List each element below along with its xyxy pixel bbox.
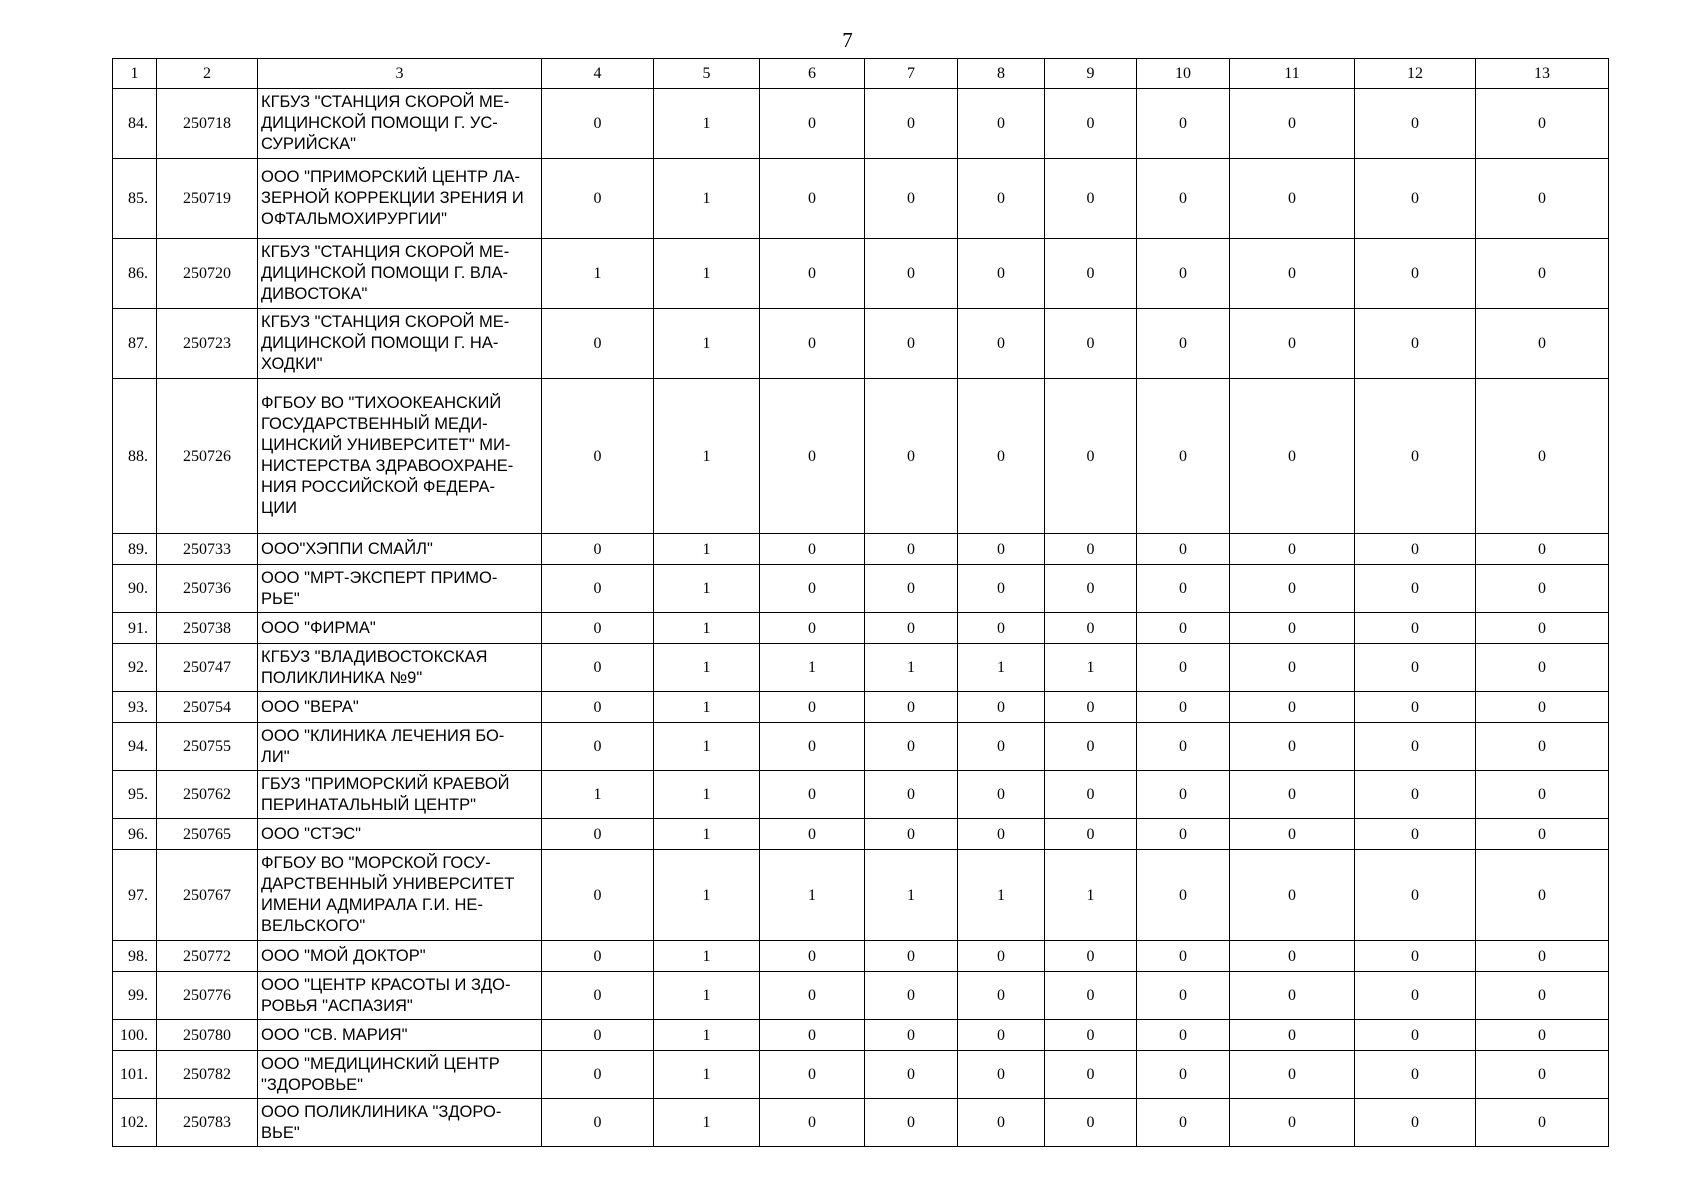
value-cell-col-4: 1 bbox=[542, 239, 654, 309]
value-cell-col-11: 0 bbox=[1230, 309, 1355, 379]
value-cell-col-4: 1 bbox=[542, 771, 654, 819]
value-cell-col-11: 0 bbox=[1230, 534, 1355, 565]
value-cell-col-6: 0 bbox=[760, 1099, 865, 1147]
value-cell-col-13: 0 bbox=[1476, 644, 1609, 692]
value-cell-col-9: 0 bbox=[1045, 692, 1137, 723]
org-code: 250718 bbox=[157, 89, 258, 159]
value-cell-col-12: 0 bbox=[1355, 1051, 1476, 1099]
value-cell-col-4: 0 bbox=[542, 309, 654, 379]
value-cell-col-13: 0 bbox=[1476, 534, 1609, 565]
org-code: 250767 bbox=[157, 850, 258, 941]
value-cell-col-8: 1 bbox=[958, 850, 1045, 941]
value-cell-col-6: 0 bbox=[760, 159, 865, 239]
value-cell-col-7: 0 bbox=[865, 534, 958, 565]
value-cell-col-5: 1 bbox=[654, 771, 760, 819]
row-number: 101. bbox=[113, 1051, 157, 1099]
value-cell-col-8: 0 bbox=[958, 309, 1045, 379]
value-cell-col-6: 0 bbox=[760, 1020, 865, 1051]
value-cell-col-9: 0 bbox=[1045, 565, 1137, 613]
table-row bbox=[113, 613, 1609, 644]
row-number: 85. bbox=[113, 159, 157, 239]
table-row bbox=[113, 89, 1609, 159]
org-name: КГБУЗ "ВЛАДИВОСТОКСКАЯ ПОЛИКЛИНИКА №9" bbox=[258, 644, 542, 692]
column-header-8: 8 bbox=[958, 59, 1045, 89]
value-cell-col-4: 0 bbox=[542, 565, 654, 613]
value-cell-col-10: 0 bbox=[1137, 819, 1230, 850]
value-cell-col-10: 0 bbox=[1137, 89, 1230, 159]
table-row bbox=[113, 309, 1609, 379]
value-cell-col-11: 0 bbox=[1230, 850, 1355, 941]
value-cell-col-8: 0 bbox=[958, 613, 1045, 644]
value-cell-col-10: 0 bbox=[1137, 565, 1230, 613]
value-cell-col-4: 0 bbox=[542, 89, 654, 159]
org-name: КГБУЗ "СТАНЦИЯ СКОРОЙ МЕ- ДИЦИНСКОЙ ПОМОЩИ Г. НА- ХОДКИ" bbox=[258, 309, 542, 379]
org-name: ООО "МЕДИЦИНСКИЙ ЦЕНТР "ЗДОРОВЬЕ" bbox=[258, 1051, 542, 1099]
value-cell-col-6: 0 bbox=[760, 692, 865, 723]
value-cell-col-6: 1 bbox=[760, 850, 865, 941]
value-cell-col-8: 0 bbox=[958, 89, 1045, 159]
value-cell-col-7: 1 bbox=[865, 644, 958, 692]
value-cell-col-10: 0 bbox=[1137, 771, 1230, 819]
row-number: 99. bbox=[113, 972, 157, 1020]
value-cell-col-5: 1 bbox=[654, 89, 760, 159]
value-cell-col-11: 0 bbox=[1230, 819, 1355, 850]
value-cell-col-6: 0 bbox=[760, 534, 865, 565]
value-cell-col-12: 0 bbox=[1355, 613, 1476, 644]
value-cell-col-10: 0 bbox=[1137, 850, 1230, 941]
value-cell-col-8: 0 bbox=[958, 565, 1045, 613]
value-cell-col-11: 0 bbox=[1230, 644, 1355, 692]
org-code: 250733 bbox=[157, 534, 258, 565]
org-name: ООО "ФИРМА" bbox=[258, 613, 542, 644]
row-number: 86. bbox=[113, 239, 157, 309]
table-row bbox=[113, 1099, 1609, 1147]
value-cell-col-7: 0 bbox=[865, 309, 958, 379]
column-header-6: 6 bbox=[760, 59, 865, 89]
org-name: ФГБОУ ВО "ТИХООКЕАНСКИЙ ГОСУДАРСТВЕННЫЙ МЕДИ- ЦИНСКИЙ УНИВЕРСИТЕТ" МИ- НИСТЕРСТВА ЗДРАВООХРАНЕ- НИЯ РОССИЙСКОЙ ФЕДЕРА- ЦИИ bbox=[258, 379, 542, 534]
value-cell-col-13: 0 bbox=[1476, 1020, 1609, 1051]
value-cell-col-8: 0 bbox=[958, 771, 1045, 819]
row-number: 84. bbox=[113, 89, 157, 159]
value-cell-col-4: 0 bbox=[542, 534, 654, 565]
row-number: 97. bbox=[113, 850, 157, 941]
value-cell-col-7: 0 bbox=[865, 89, 958, 159]
value-cell-col-6: 0 bbox=[760, 972, 865, 1020]
value-cell-col-4: 0 bbox=[542, 1020, 654, 1051]
table-row bbox=[113, 850, 1609, 941]
value-cell-col-5: 1 bbox=[654, 1020, 760, 1051]
value-cell-col-12: 0 bbox=[1355, 692, 1476, 723]
data-table bbox=[112, 58, 1609, 1147]
value-cell-col-10: 0 bbox=[1137, 1051, 1230, 1099]
table-row bbox=[113, 1020, 1609, 1051]
org-code: 250755 bbox=[157, 723, 258, 771]
value-cell-col-12: 0 bbox=[1355, 565, 1476, 613]
value-cell-col-9: 0 bbox=[1045, 1020, 1137, 1051]
value-cell-col-13: 0 bbox=[1476, 941, 1609, 972]
org-name: ООО ПОЛИКЛИНИКА "ЗДОРО- ВЬЕ" bbox=[258, 1099, 542, 1147]
value-cell-col-8: 0 bbox=[958, 972, 1045, 1020]
value-cell-col-5: 1 bbox=[654, 1099, 760, 1147]
value-cell-col-9: 0 bbox=[1045, 1051, 1137, 1099]
value-cell-col-4: 0 bbox=[542, 941, 654, 972]
value-cell-col-13: 0 bbox=[1476, 1099, 1609, 1147]
org-code: 250719 bbox=[157, 159, 258, 239]
row-number: 94. bbox=[113, 723, 157, 771]
value-cell-col-5: 1 bbox=[654, 613, 760, 644]
value-cell-col-12: 0 bbox=[1355, 819, 1476, 850]
value-cell-col-10: 0 bbox=[1137, 972, 1230, 1020]
value-cell-col-13: 0 bbox=[1476, 692, 1609, 723]
value-cell-col-9: 0 bbox=[1045, 613, 1137, 644]
value-cell-col-4: 0 bbox=[542, 613, 654, 644]
value-cell-col-7: 0 bbox=[865, 771, 958, 819]
value-cell-col-6: 0 bbox=[760, 89, 865, 159]
value-cell-col-7: 0 bbox=[865, 972, 958, 1020]
value-cell-col-8: 0 bbox=[958, 159, 1045, 239]
value-cell-col-11: 0 bbox=[1230, 1051, 1355, 1099]
value-cell-col-4: 0 bbox=[542, 723, 654, 771]
table-row bbox=[113, 239, 1609, 309]
org-code: 250736 bbox=[157, 565, 258, 613]
value-cell-col-10: 0 bbox=[1137, 379, 1230, 534]
org-name: ООО"ХЭППИ СМАЙЛ" bbox=[258, 534, 542, 565]
value-cell-col-11: 0 bbox=[1230, 89, 1355, 159]
value-cell-col-7: 0 bbox=[865, 941, 958, 972]
value-cell-col-8: 0 bbox=[958, 239, 1045, 309]
value-cell-col-9: 0 bbox=[1045, 771, 1137, 819]
value-cell-col-7: 0 bbox=[865, 565, 958, 613]
value-cell-col-12: 0 bbox=[1355, 850, 1476, 941]
value-cell-col-11: 0 bbox=[1230, 771, 1355, 819]
org-name: КГБУЗ "СТАНЦИЯ СКОРОЙ МЕ- ДИЦИНСКОЙ ПОМОЩИ Г. УС- СУРИЙСКА" bbox=[258, 89, 542, 159]
value-cell-col-12: 0 bbox=[1355, 723, 1476, 771]
column-header-2: 2 bbox=[157, 59, 258, 89]
value-cell-col-4: 0 bbox=[542, 972, 654, 1020]
column-header-12: 12 bbox=[1355, 59, 1476, 89]
table-row bbox=[113, 379, 1609, 534]
org-code: 250783 bbox=[157, 1099, 258, 1147]
value-cell-col-10: 0 bbox=[1137, 1020, 1230, 1051]
value-cell-col-7: 0 bbox=[865, 159, 958, 239]
value-cell-col-6: 0 bbox=[760, 239, 865, 309]
value-cell-col-4: 0 bbox=[542, 1099, 654, 1147]
column-header-10: 10 bbox=[1137, 59, 1230, 89]
value-cell-col-7: 0 bbox=[865, 379, 958, 534]
org-code: 250747 bbox=[157, 644, 258, 692]
table-row bbox=[113, 723, 1609, 771]
value-cell-col-6: 0 bbox=[760, 771, 865, 819]
value-cell-col-7: 0 bbox=[865, 819, 958, 850]
value-cell-col-4: 0 bbox=[542, 1051, 654, 1099]
value-cell-col-12: 0 bbox=[1355, 941, 1476, 972]
org-code: 250754 bbox=[157, 692, 258, 723]
value-cell-col-10: 0 bbox=[1137, 941, 1230, 972]
value-cell-col-9: 0 bbox=[1045, 159, 1137, 239]
row-number: 89. bbox=[113, 534, 157, 565]
org-name: ООО "ВЕРА" bbox=[258, 692, 542, 723]
value-cell-col-7: 1 bbox=[865, 850, 958, 941]
value-cell-col-12: 0 bbox=[1355, 771, 1476, 819]
org-code: 250780 bbox=[157, 1020, 258, 1051]
value-cell-col-5: 1 bbox=[654, 239, 760, 309]
value-cell-col-9: 1 bbox=[1045, 644, 1137, 692]
org-name: ООО "ПРИМОРСКИЙ ЦЕНТР ЛА- ЗЕРНОЙ КОРРЕКЦИИ ЗРЕНИЯ И ОФТАЛЬМОХИРУРГИИ" bbox=[258, 159, 542, 239]
org-name: КГБУЗ "СТАНЦИЯ СКОРОЙ МЕ- ДИЦИНСКОЙ ПОМОЩИ Г. ВЛА- ДИВОСТОКА" bbox=[258, 239, 542, 309]
org-code: 250738 bbox=[157, 613, 258, 644]
org-code: 250765 bbox=[157, 819, 258, 850]
value-cell-col-6: 0 bbox=[760, 379, 865, 534]
table-row bbox=[113, 972, 1609, 1020]
value-cell-col-5: 1 bbox=[654, 850, 760, 941]
org-name: ООО "СТЭС" bbox=[258, 819, 542, 850]
column-header-3: 3 bbox=[258, 59, 542, 89]
value-cell-col-13: 0 bbox=[1476, 565, 1609, 613]
value-cell-col-13: 0 bbox=[1476, 379, 1609, 534]
value-cell-col-9: 1 bbox=[1045, 850, 1137, 941]
value-cell-col-8: 0 bbox=[958, 941, 1045, 972]
value-cell-col-10: 0 bbox=[1137, 723, 1230, 771]
value-cell-col-6: 0 bbox=[760, 723, 865, 771]
row-number: 95. bbox=[113, 771, 157, 819]
org-name: ООО "КЛИНИКА ЛЕЧЕНИЯ БО- ЛИ" bbox=[258, 723, 542, 771]
value-cell-col-7: 0 bbox=[865, 613, 958, 644]
value-cell-col-13: 0 bbox=[1476, 819, 1609, 850]
column-header-11: 11 bbox=[1230, 59, 1355, 89]
value-cell-col-10: 0 bbox=[1137, 239, 1230, 309]
value-cell-col-10: 0 bbox=[1137, 692, 1230, 723]
value-cell-col-8: 0 bbox=[958, 534, 1045, 565]
org-code: 250772 bbox=[157, 941, 258, 972]
column-header-5: 5 bbox=[654, 59, 760, 89]
value-cell-col-12: 0 bbox=[1355, 159, 1476, 239]
org-code: 250726 bbox=[157, 379, 258, 534]
value-cell-col-9: 0 bbox=[1045, 723, 1137, 771]
org-code: 250762 bbox=[157, 771, 258, 819]
table-row bbox=[113, 565, 1609, 613]
value-cell-col-10: 0 bbox=[1137, 1099, 1230, 1147]
value-cell-col-12: 0 bbox=[1355, 972, 1476, 1020]
table-row bbox=[113, 1051, 1609, 1099]
value-cell-col-7: 0 bbox=[865, 723, 958, 771]
value-cell-col-7: 0 bbox=[865, 1020, 958, 1051]
value-cell-col-9: 0 bbox=[1045, 972, 1137, 1020]
value-cell-col-7: 0 bbox=[865, 1099, 958, 1147]
value-cell-col-10: 0 bbox=[1137, 159, 1230, 239]
value-cell-col-12: 0 bbox=[1355, 534, 1476, 565]
value-cell-col-8: 0 bbox=[958, 692, 1045, 723]
value-cell-col-5: 1 bbox=[654, 379, 760, 534]
value-cell-col-5: 1 bbox=[654, 565, 760, 613]
value-cell-col-5: 1 bbox=[654, 819, 760, 850]
value-cell-col-11: 0 bbox=[1230, 1020, 1355, 1051]
table-row bbox=[113, 941, 1609, 972]
org-code: 250720 bbox=[157, 239, 258, 309]
org-code: 250776 bbox=[157, 972, 258, 1020]
value-cell-col-9: 0 bbox=[1045, 819, 1137, 850]
value-cell-col-13: 0 bbox=[1476, 239, 1609, 309]
row-number: 96. bbox=[113, 819, 157, 850]
value-cell-col-6: 1 bbox=[760, 644, 865, 692]
table-row bbox=[113, 159, 1609, 239]
value-cell-col-4: 0 bbox=[542, 692, 654, 723]
value-cell-col-8: 0 bbox=[958, 1051, 1045, 1099]
value-cell-col-12: 0 bbox=[1355, 379, 1476, 534]
value-cell-col-5: 1 bbox=[654, 723, 760, 771]
value-cell-col-4: 0 bbox=[542, 159, 654, 239]
value-cell-col-13: 0 bbox=[1476, 723, 1609, 771]
org-name: ООО "МРТ-ЭКСПЕРТ ПРИМО- РЬЕ" bbox=[258, 565, 542, 613]
column-header-4: 4 bbox=[542, 59, 654, 89]
value-cell-col-12: 0 bbox=[1355, 309, 1476, 379]
row-number: 93. bbox=[113, 692, 157, 723]
header-row bbox=[113, 59, 1609, 89]
value-cell-col-13: 0 bbox=[1476, 850, 1609, 941]
value-cell-col-6: 0 bbox=[760, 613, 865, 644]
value-cell-col-11: 0 bbox=[1230, 239, 1355, 309]
value-cell-col-11: 0 bbox=[1230, 692, 1355, 723]
value-cell-col-13: 0 bbox=[1476, 1051, 1609, 1099]
value-cell-col-5: 1 bbox=[654, 941, 760, 972]
value-cell-col-5: 1 bbox=[654, 972, 760, 1020]
value-cell-col-13: 0 bbox=[1476, 972, 1609, 1020]
value-cell-col-13: 0 bbox=[1476, 613, 1609, 644]
org-name: ООО "МОЙ ДОКТОР" bbox=[258, 941, 542, 972]
row-number: 88. bbox=[113, 379, 157, 534]
value-cell-col-10: 0 bbox=[1137, 613, 1230, 644]
value-cell-col-4: 0 bbox=[542, 850, 654, 941]
org-name: ООО "СВ. МАРИЯ" bbox=[258, 1020, 542, 1051]
table-row bbox=[113, 692, 1609, 723]
column-header-13: 13 bbox=[1476, 59, 1609, 89]
value-cell-col-13: 0 bbox=[1476, 309, 1609, 379]
value-cell-col-7: 0 bbox=[865, 239, 958, 309]
value-cell-col-11: 0 bbox=[1230, 941, 1355, 972]
value-cell-col-12: 0 bbox=[1355, 239, 1476, 309]
value-cell-col-6: 0 bbox=[760, 819, 865, 850]
value-cell-col-11: 0 bbox=[1230, 1099, 1355, 1147]
org-code: 250782 bbox=[157, 1051, 258, 1099]
value-cell-col-9: 0 bbox=[1045, 379, 1137, 534]
value-cell-col-11: 0 bbox=[1230, 972, 1355, 1020]
value-cell-col-8: 0 bbox=[958, 379, 1045, 534]
value-cell-col-9: 0 bbox=[1045, 941, 1137, 972]
value-cell-col-11: 0 bbox=[1230, 159, 1355, 239]
column-header-1: 1 bbox=[113, 59, 157, 89]
value-cell-col-10: 0 bbox=[1137, 309, 1230, 379]
org-name: ГБУЗ "ПРИМОРСКИЙ КРАЕВОЙ ПЕРИНАТАЛЬНЫЙ ЦЕНТР" bbox=[258, 771, 542, 819]
table-row bbox=[113, 819, 1609, 850]
value-cell-col-9: 0 bbox=[1045, 89, 1137, 159]
value-cell-col-6: 0 bbox=[760, 565, 865, 613]
value-cell-col-9: 0 bbox=[1045, 534, 1137, 565]
value-cell-col-7: 0 bbox=[865, 692, 958, 723]
org-name: ФГБОУ ВО "МОРСКОЙ ГОСУ- ДАРСТВЕННЫЙ УНИВЕРСИТЕТ ИМЕНИ АДМИРАЛА Г.И. НЕ- ВЕЛЬСКОГО" bbox=[258, 850, 542, 941]
value-cell-col-13: 0 bbox=[1476, 159, 1609, 239]
value-cell-col-5: 1 bbox=[654, 1051, 760, 1099]
value-cell-col-11: 0 bbox=[1230, 379, 1355, 534]
value-cell-col-9: 0 bbox=[1045, 309, 1137, 379]
value-cell-col-5: 1 bbox=[654, 159, 760, 239]
value-cell-col-9: 0 bbox=[1045, 1099, 1137, 1147]
value-cell-col-5: 1 bbox=[654, 692, 760, 723]
row-number: 87. bbox=[113, 309, 157, 379]
value-cell-col-11: 0 bbox=[1230, 565, 1355, 613]
value-cell-col-10: 0 bbox=[1137, 534, 1230, 565]
value-cell-col-11: 0 bbox=[1230, 723, 1355, 771]
value-cell-col-12: 0 bbox=[1355, 1099, 1476, 1147]
value-cell-col-10: 0 bbox=[1137, 644, 1230, 692]
value-cell-col-5: 1 bbox=[654, 644, 760, 692]
value-cell-col-5: 1 bbox=[654, 309, 760, 379]
value-cell-col-8: 0 bbox=[958, 1099, 1045, 1147]
row-number: 91. bbox=[113, 613, 157, 644]
value-cell-col-6: 0 bbox=[760, 309, 865, 379]
value-cell-col-7: 0 bbox=[865, 1051, 958, 1099]
row-number: 102. bbox=[113, 1099, 157, 1147]
table-row bbox=[113, 771, 1609, 819]
org-name: ООО "ЦЕНТР КРАСОТЫ И ЗДО- РОВЬЯ "АСПАЗИЯ" bbox=[258, 972, 542, 1020]
value-cell-col-6: 0 bbox=[760, 1051, 865, 1099]
value-cell-col-8: 0 bbox=[958, 723, 1045, 771]
value-cell-col-13: 0 bbox=[1476, 771, 1609, 819]
page-number: 7 bbox=[842, 28, 853, 52]
value-cell-col-12: 0 bbox=[1355, 89, 1476, 159]
value-cell-col-13: 0 bbox=[1476, 89, 1609, 159]
value-cell-col-11: 0 bbox=[1230, 613, 1355, 644]
value-cell-col-9: 0 bbox=[1045, 239, 1137, 309]
org-code: 250723 bbox=[157, 309, 258, 379]
value-cell-col-8: 0 bbox=[958, 819, 1045, 850]
table-row bbox=[113, 644, 1609, 692]
column-header-7: 7 bbox=[865, 59, 958, 89]
value-cell-col-5: 1 bbox=[654, 534, 760, 565]
value-cell-col-8: 1 bbox=[958, 644, 1045, 692]
value-cell-col-4: 0 bbox=[542, 819, 654, 850]
row-number: 90. bbox=[113, 565, 157, 613]
value-cell-col-4: 0 bbox=[542, 644, 654, 692]
table-row bbox=[113, 534, 1609, 565]
column-header-9: 9 bbox=[1045, 59, 1137, 89]
value-cell-col-8: 0 bbox=[958, 1020, 1045, 1051]
value-cell-col-12: 0 bbox=[1355, 1020, 1476, 1051]
row-number: 100. bbox=[113, 1020, 157, 1051]
row-number: 98. bbox=[113, 941, 157, 972]
value-cell-col-12: 0 bbox=[1355, 644, 1476, 692]
row-number: 92. bbox=[113, 644, 157, 692]
value-cell-col-6: 0 bbox=[760, 941, 865, 972]
value-cell-col-4: 0 bbox=[542, 379, 654, 534]
